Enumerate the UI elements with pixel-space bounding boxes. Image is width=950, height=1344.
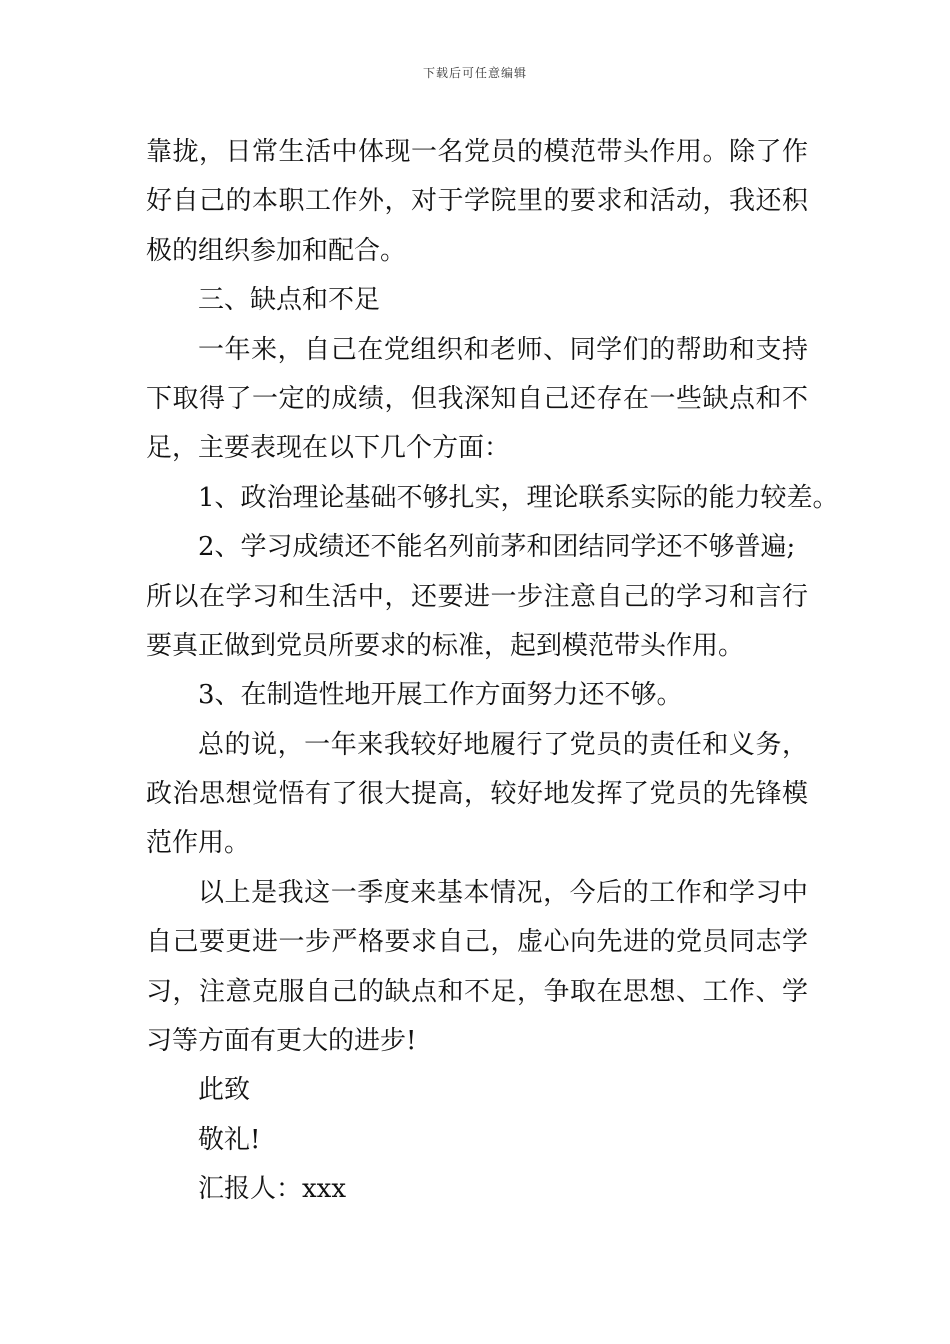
text-line: 总的说，一年来我较好地履行了党员的责任和义务， <box>198 729 808 760</box>
closing-salutation: 此致 <box>198 1075 251 1106</box>
text-line: 所以在学习和生活中，还要进一步注意自己的学习和言行 <box>146 581 808 612</box>
text-line: 极的组织参加和配合。 <box>146 235 407 266</box>
text-line: 足，主要表现在以下几个方面： <box>146 433 511 464</box>
text-line: 一年来，自己在党组织和老师、同学们的帮助和支持 <box>198 334 808 365</box>
list-item: 3、在制造性地开展工作方面努力还不够。 <box>198 680 683 711</box>
document-body <box>146 128 839 1215</box>
download-note: 下载后可任意编辑 <box>422 66 527 80</box>
list-item: 1、政治理论基础不够扎实，理论联系实际的能力较差。 <box>198 482 839 513</box>
text-line: 好自己的本职工作外，对于学院里的要求和活动，我还积 <box>146 186 808 217</box>
text-line: 要真正做到党员所要求的标准，起到模范带头作用。 <box>146 630 745 661</box>
signature-line: 汇报人：xxx <box>198 1174 346 1205</box>
text-line: 下取得了一定的成绩，但我深知自己还存在一些缺点和不 <box>146 383 808 414</box>
section-heading: 三、缺点和不足 <box>198 285 381 316</box>
text-line: 自己要更进一步严格要求自己，虚心向先进的党员同志学 <box>146 927 808 958</box>
text-line: 习等方面有更大的进步! <box>146 1026 417 1057</box>
closing-regards: 敬礼! <box>198 1124 261 1155</box>
text-line: 靠拢，日常生活中体现一名党员的模范带头作用。除了作 <box>146 137 808 167</box>
text-line: 习，注意克服自己的缺点和不足，争取在思想、工作、学 <box>146 976 808 1007</box>
text-line: 政治思想觉悟有了很大提高，较好地发挥了党员的先锋模 <box>146 779 808 810</box>
text-line: 以上是我这一季度来基本情况，今后的工作和学习中 <box>198 877 808 908</box>
list-item: 2、学习成绩还不能名列前茅和团结同学还不够普遍; <box>198 532 796 563</box>
text-line: 范作用。 <box>146 828 251 859</box>
